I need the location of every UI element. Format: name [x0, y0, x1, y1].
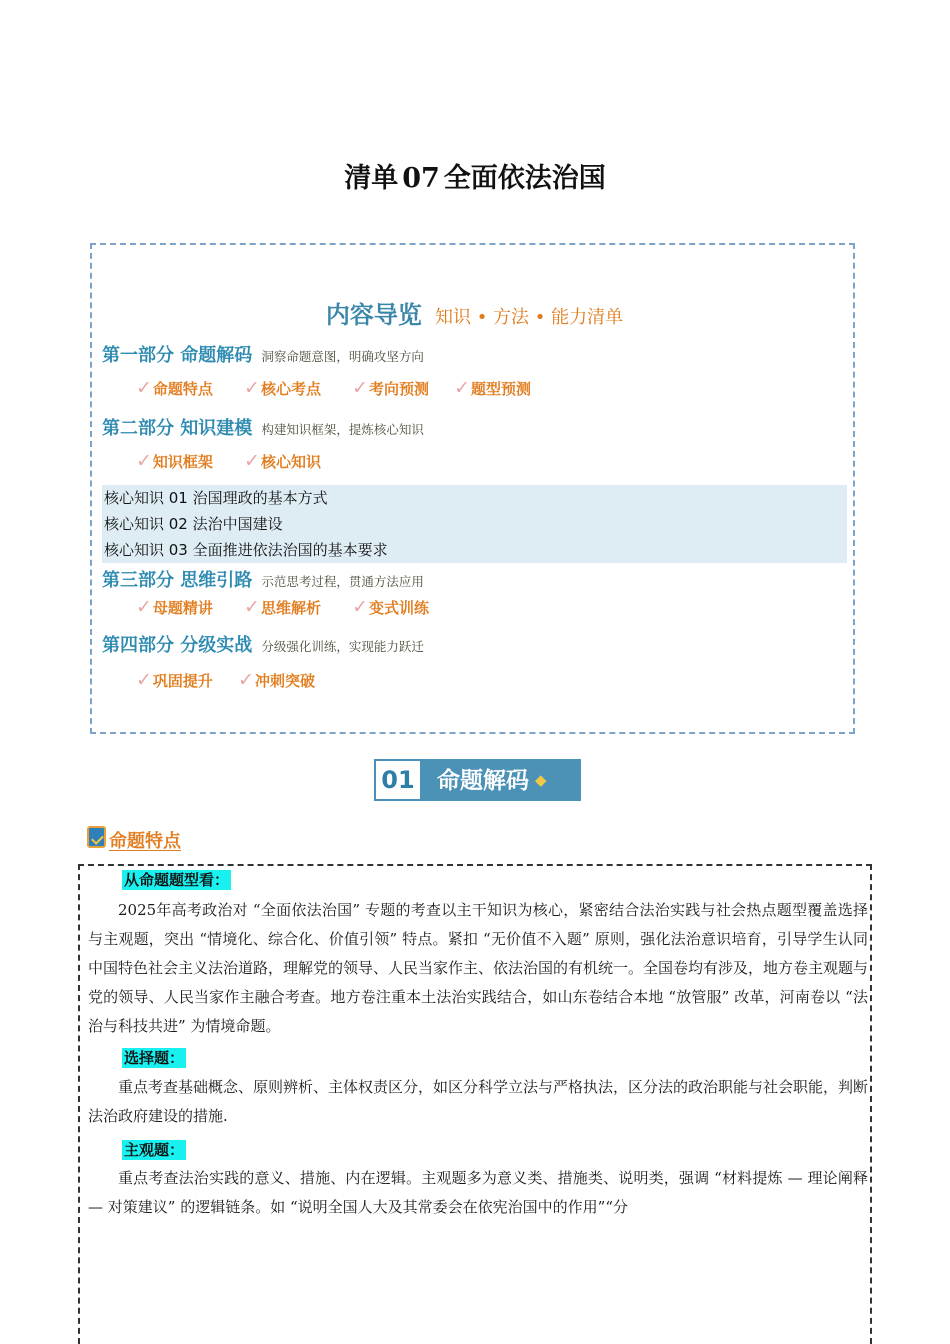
core-knowledge-list: [102, 485, 847, 563]
part-desc: 示范思考过程，贯通方法应用: [261, 574, 424, 589]
section-title: 命题解码: [437, 768, 529, 794]
guide-heading-main: 内容导览: [325, 301, 422, 329]
part-name: 第一部分 命题解码: [102, 345, 253, 366]
part-desc: 构建知识框架，提炼核心知识: [261, 422, 424, 437]
guide-item[interactable]: ✓变式训练: [352, 596, 429, 618]
para-question-type: 2025年高考政治对 “全面依法治国” 专题的考查以主干知识为核心，紧密结合法治实践与社会热点题型覆盖选择与主观题，突出 “情境化、综合化、价值引领” 特点。紧扣 “无价值不入题” 原则，强化法治意识培育，引导学生认同中国特色社会主义法治道路，理解党的领导、人民当家作主、依法治国的有机统一。全国卷均有涉及，地方卷主观题与党的领导、人民当家作主融合考查。地方卷注重本土法治实践结合，如山东卷结合本地 “放管服” 改革，河南卷以 “法治与科技共进” 为情境命题。: [88, 901, 869, 1035]
label-question-type: 从命题题型看：: [124, 871, 230, 889]
part-name: 第二部分 知识建模: [102, 418, 253, 439]
part-4-items: [136, 669, 341, 691]
guide-item[interactable]: ✓考向预测: [352, 377, 429, 399]
check-icon: ✓: [244, 596, 260, 618]
check-icon: ✓: [352, 596, 368, 618]
guide-heading-sub: 知识 • 方法 • 能力清单: [434, 307, 624, 328]
guide-item[interactable]: ✓母题精讲: [136, 596, 213, 618]
check-icon: ✓: [136, 377, 152, 399]
guide-item[interactable]: ✓命题特点: [136, 377, 213, 399]
part-desc: 洞察命题意图，明确攻坚方向: [261, 349, 424, 364]
title-number: 07: [402, 163, 440, 194]
core-knowledge-item[interactable]: 核心知识 01 治国理政的基本方式: [104, 489, 328, 507]
part-2: [102, 414, 424, 440]
label-subjective: 主观题：: [124, 1141, 185, 1159]
para-subjective: 重点考查法治实践的意义、措施、内在逻辑。主观题多为意义类、措施类、说明类，强调 “材料提炼 — 理论阐释 — 对策建议” 的逻辑链条。如 “说明全国人大及其常委会在依宪治国中的作用”“分: [88, 1169, 868, 1216]
check-icon: ✓: [136, 450, 152, 472]
guide-item[interactable]: ✓冲刺突破: [238, 669, 315, 691]
guide-item[interactable]: ✓知识框架: [136, 450, 213, 472]
title-prefix: 清单: [344, 163, 399, 194]
core-knowledge-item[interactable]: 核心知识 02 法治中国建设: [104, 515, 283, 533]
check-icon: ✓: [454, 377, 471, 399]
title-main: 全面依法治国: [443, 163, 606, 194]
check-icon: ✓: [136, 596, 152, 618]
section-title-wrap: [422, 759, 581, 801]
core-knowledge-item[interactable]: 核心知识 03 全面推进依法治国的基本要求: [104, 541, 388, 559]
part-3-items: [136, 596, 455, 618]
check-icon: ✓: [244, 377, 260, 399]
feature-title: 命题特点: [109, 831, 181, 852]
label-choice: 选择题：: [124, 1049, 185, 1067]
section-number: 01: [374, 759, 422, 801]
check-icon: ✓: [244, 450, 260, 472]
check-icon: ✓: [352, 377, 368, 399]
check-icon: ✓: [136, 669, 152, 691]
guide-item[interactable]: ✓核心知识: [244, 450, 321, 472]
clipboard-icon: [87, 826, 106, 848]
part-2-items: [136, 450, 347, 472]
content-guide-box: [90, 243, 855, 734]
guide-item[interactable]: ✓巩固提升: [136, 669, 213, 691]
part-name: 第四部分 分级实战: [102, 635, 253, 656]
part-1: [102, 341, 424, 367]
guide-heading: [92, 295, 857, 330]
part-1-items: [136, 377, 557, 399]
part-3: [102, 566, 424, 592]
section-banner: [374, 759, 581, 801]
part-name: 第三部分 思维引路: [102, 570, 253, 591]
guide-item[interactable]: ✓核心考点: [244, 377, 321, 399]
feature-content-box: [78, 864, 872, 1344]
para-choice: 重点考查基础概念、原则辨析、主体权责区分，如区分科学立法与严格执法，区分法的政治职能与社会职能，判断法治政府建设的措施.: [88, 1078, 869, 1125]
diamond-icon: ◆: [535, 771, 547, 789]
page-title: [0, 156, 950, 195]
guide-item[interactable]: ✓思维解析: [244, 596, 321, 618]
check-icon: ✓: [238, 669, 254, 691]
part-4: [102, 631, 424, 657]
guide-item[interactable]: ✓题型预测: [454, 377, 532, 399]
part-desc: 分级强化训练，实现能力跃迁: [261, 639, 424, 654]
